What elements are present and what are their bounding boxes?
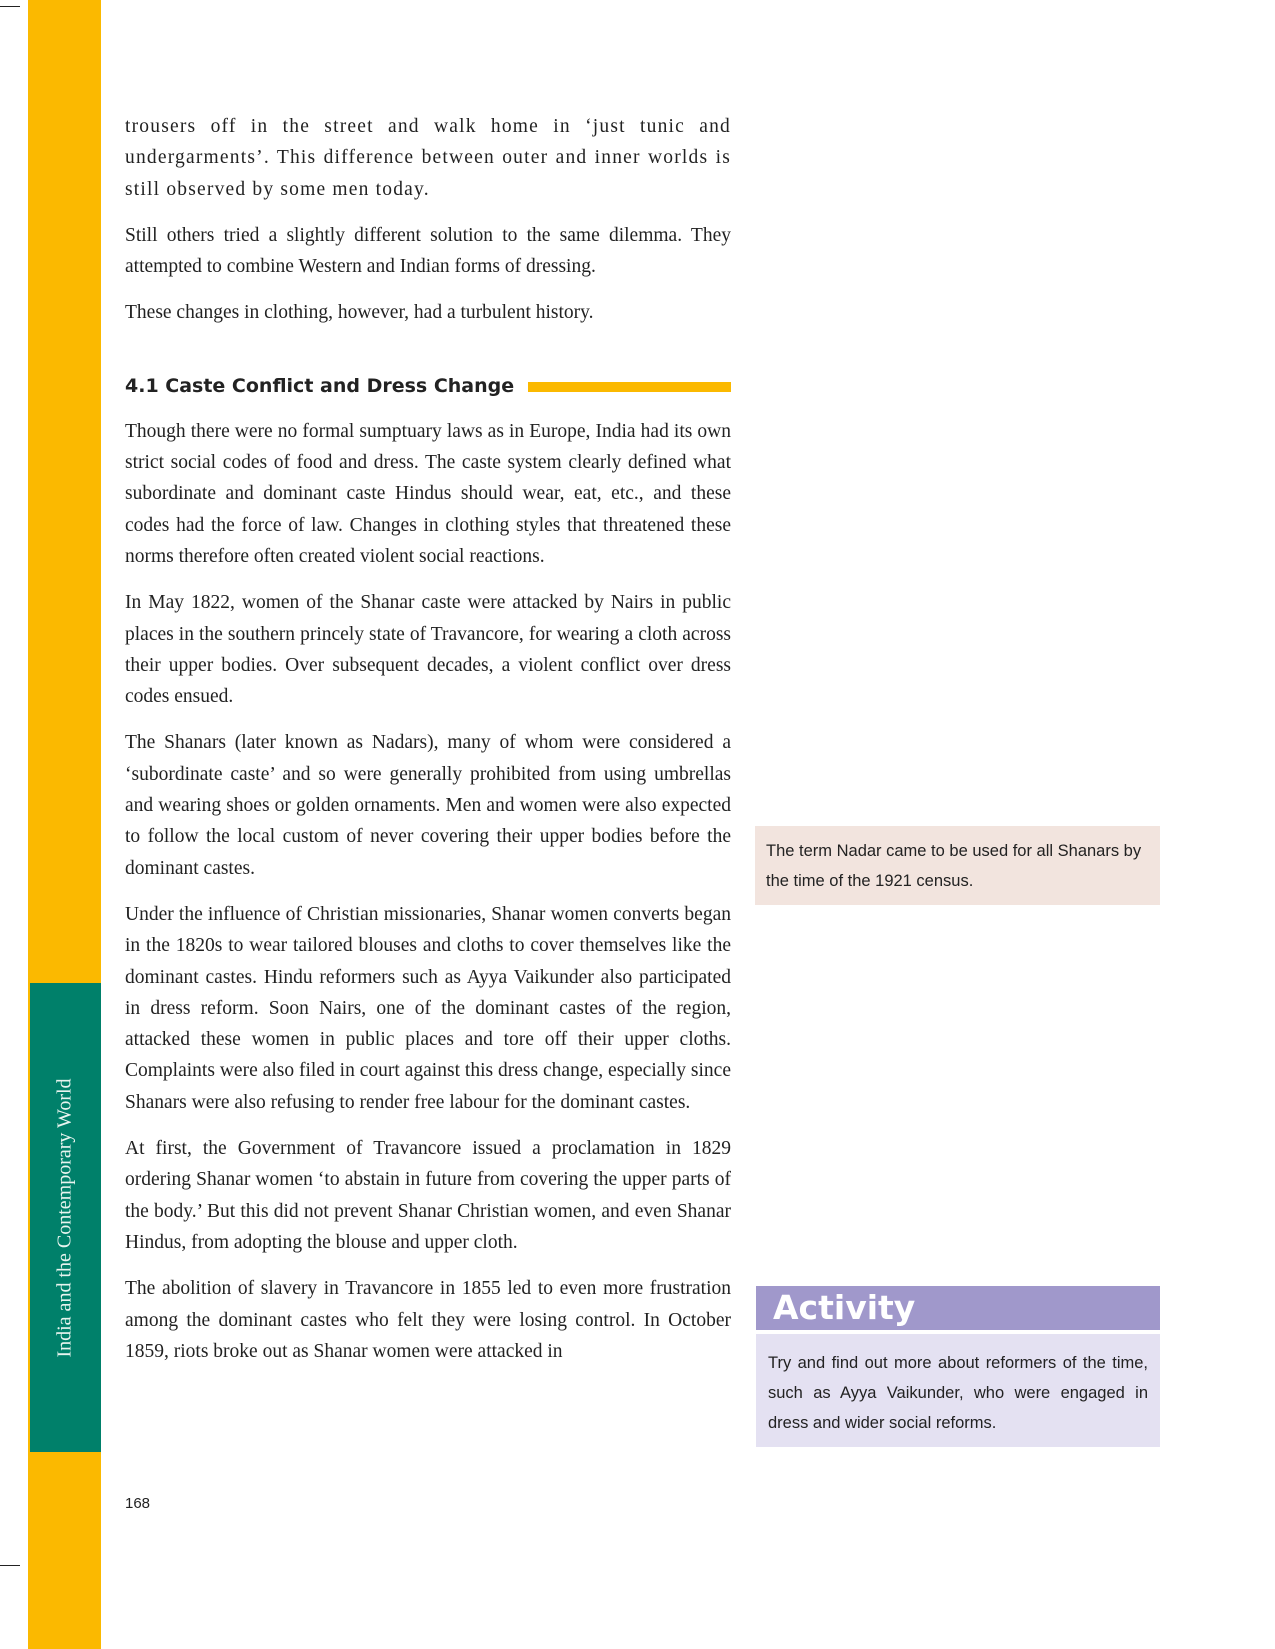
crop-mark bbox=[0, 6, 20, 7]
paragraph: Under the influence of Christian missionaries, Shanar women converts began in the 1820s to wear tailored blouses and cloths to cover themselves like the dominant castes. Hindu reformers such as Ayya Vaikunder also participated in dress reform. Soon Nairs, one of the dominant castes of the region, attacked these women in public places and tore off their upper cloths. Complaints were also filed in court against this dress change, especially since Shanars were also refusing to render free labour for the dominant castes. bbox=[125, 903, 731, 1113]
crop-mark bbox=[0, 1565, 20, 1566]
paragraph: These changes in clothing, however, had a turbulent history. bbox=[125, 302, 594, 324]
section-heading-text: 4.1 Caste Conflict and Dress Change bbox=[125, 375, 515, 398]
paragraph: Though there were no formal sumptuary laws as in Europe, India had its own strict social codes of food and dress. The caste system clearly defined what subordinate and dominant caste Hindus should wear, eat, etc., and these codes had the force of law. Changes in clothing styles that threatened these norms therefore often created violent social reactions. bbox=[125, 420, 731, 567]
paragraph: At first, the Government of Travancore issued a proclamation in 1829 ordering Shanar women ‘to abstain in future from covering the upper parts of the body.’ But this did not prevent Shanar Christian women, and even Shanar Hindus, from adopting the blouse and upper cloth. bbox=[125, 1138, 731, 1253]
activity-body: Try and find out more about reformers of the time, such as Ayya Vaikunder, who were engaged in dress and wider social reforms. bbox=[756, 1334, 1160, 1447]
margin-note bbox=[755, 826, 1160, 905]
section-heading bbox=[125, 372, 731, 402]
paragraph: The abolition of slavery in Travancore in 1855 led to even more frustration among the dominant castes who felt they were losing control. In October 1859, riots broke out as Shanar women were attacked in bbox=[125, 1278, 731, 1362]
page-number: 168 bbox=[125, 1495, 151, 1512]
paragraph: The Shanars (later known as Nadars), many of whom were considered a ‘subordinate caste’ and so were generally prohibited from using umbrellas and wearing shoes or golden ornaments. Men and women were also expected to follow the local custom of never covering their upper bodies before the dominant castes. bbox=[125, 732, 731, 879]
activity-title: Activity bbox=[773, 1288, 916, 1327]
book-title: India and the Contemporary World bbox=[53, 1078, 76, 1358]
activity-header bbox=[756, 1286, 1160, 1330]
paragraph: trousers off in the street and walk home in ‘just tunic and undergarments’. This difference between outer and inner worlds is still observed by some men today. bbox=[125, 116, 731, 200]
paragraph: Still others tried a slightly different solution to the same dilemma. They attempted to combine Western and Indian forms of dressing. bbox=[125, 224, 731, 278]
main-text bbox=[125, 111, 731, 1382]
heading-rule bbox=[528, 382, 731, 392]
margin-note-text: The term Nadar came to be used for all Shanars by the time of the 1921 census. bbox=[766, 841, 1142, 890]
paragraph: In May 1822, women of the Shanar caste were attacked by Nairs in public places in the southern princely state of Travancore, for wearing a cloth across their upper bodies. Over subsequent decades, a violent conflict over dress codes ensued. bbox=[125, 592, 731, 708]
